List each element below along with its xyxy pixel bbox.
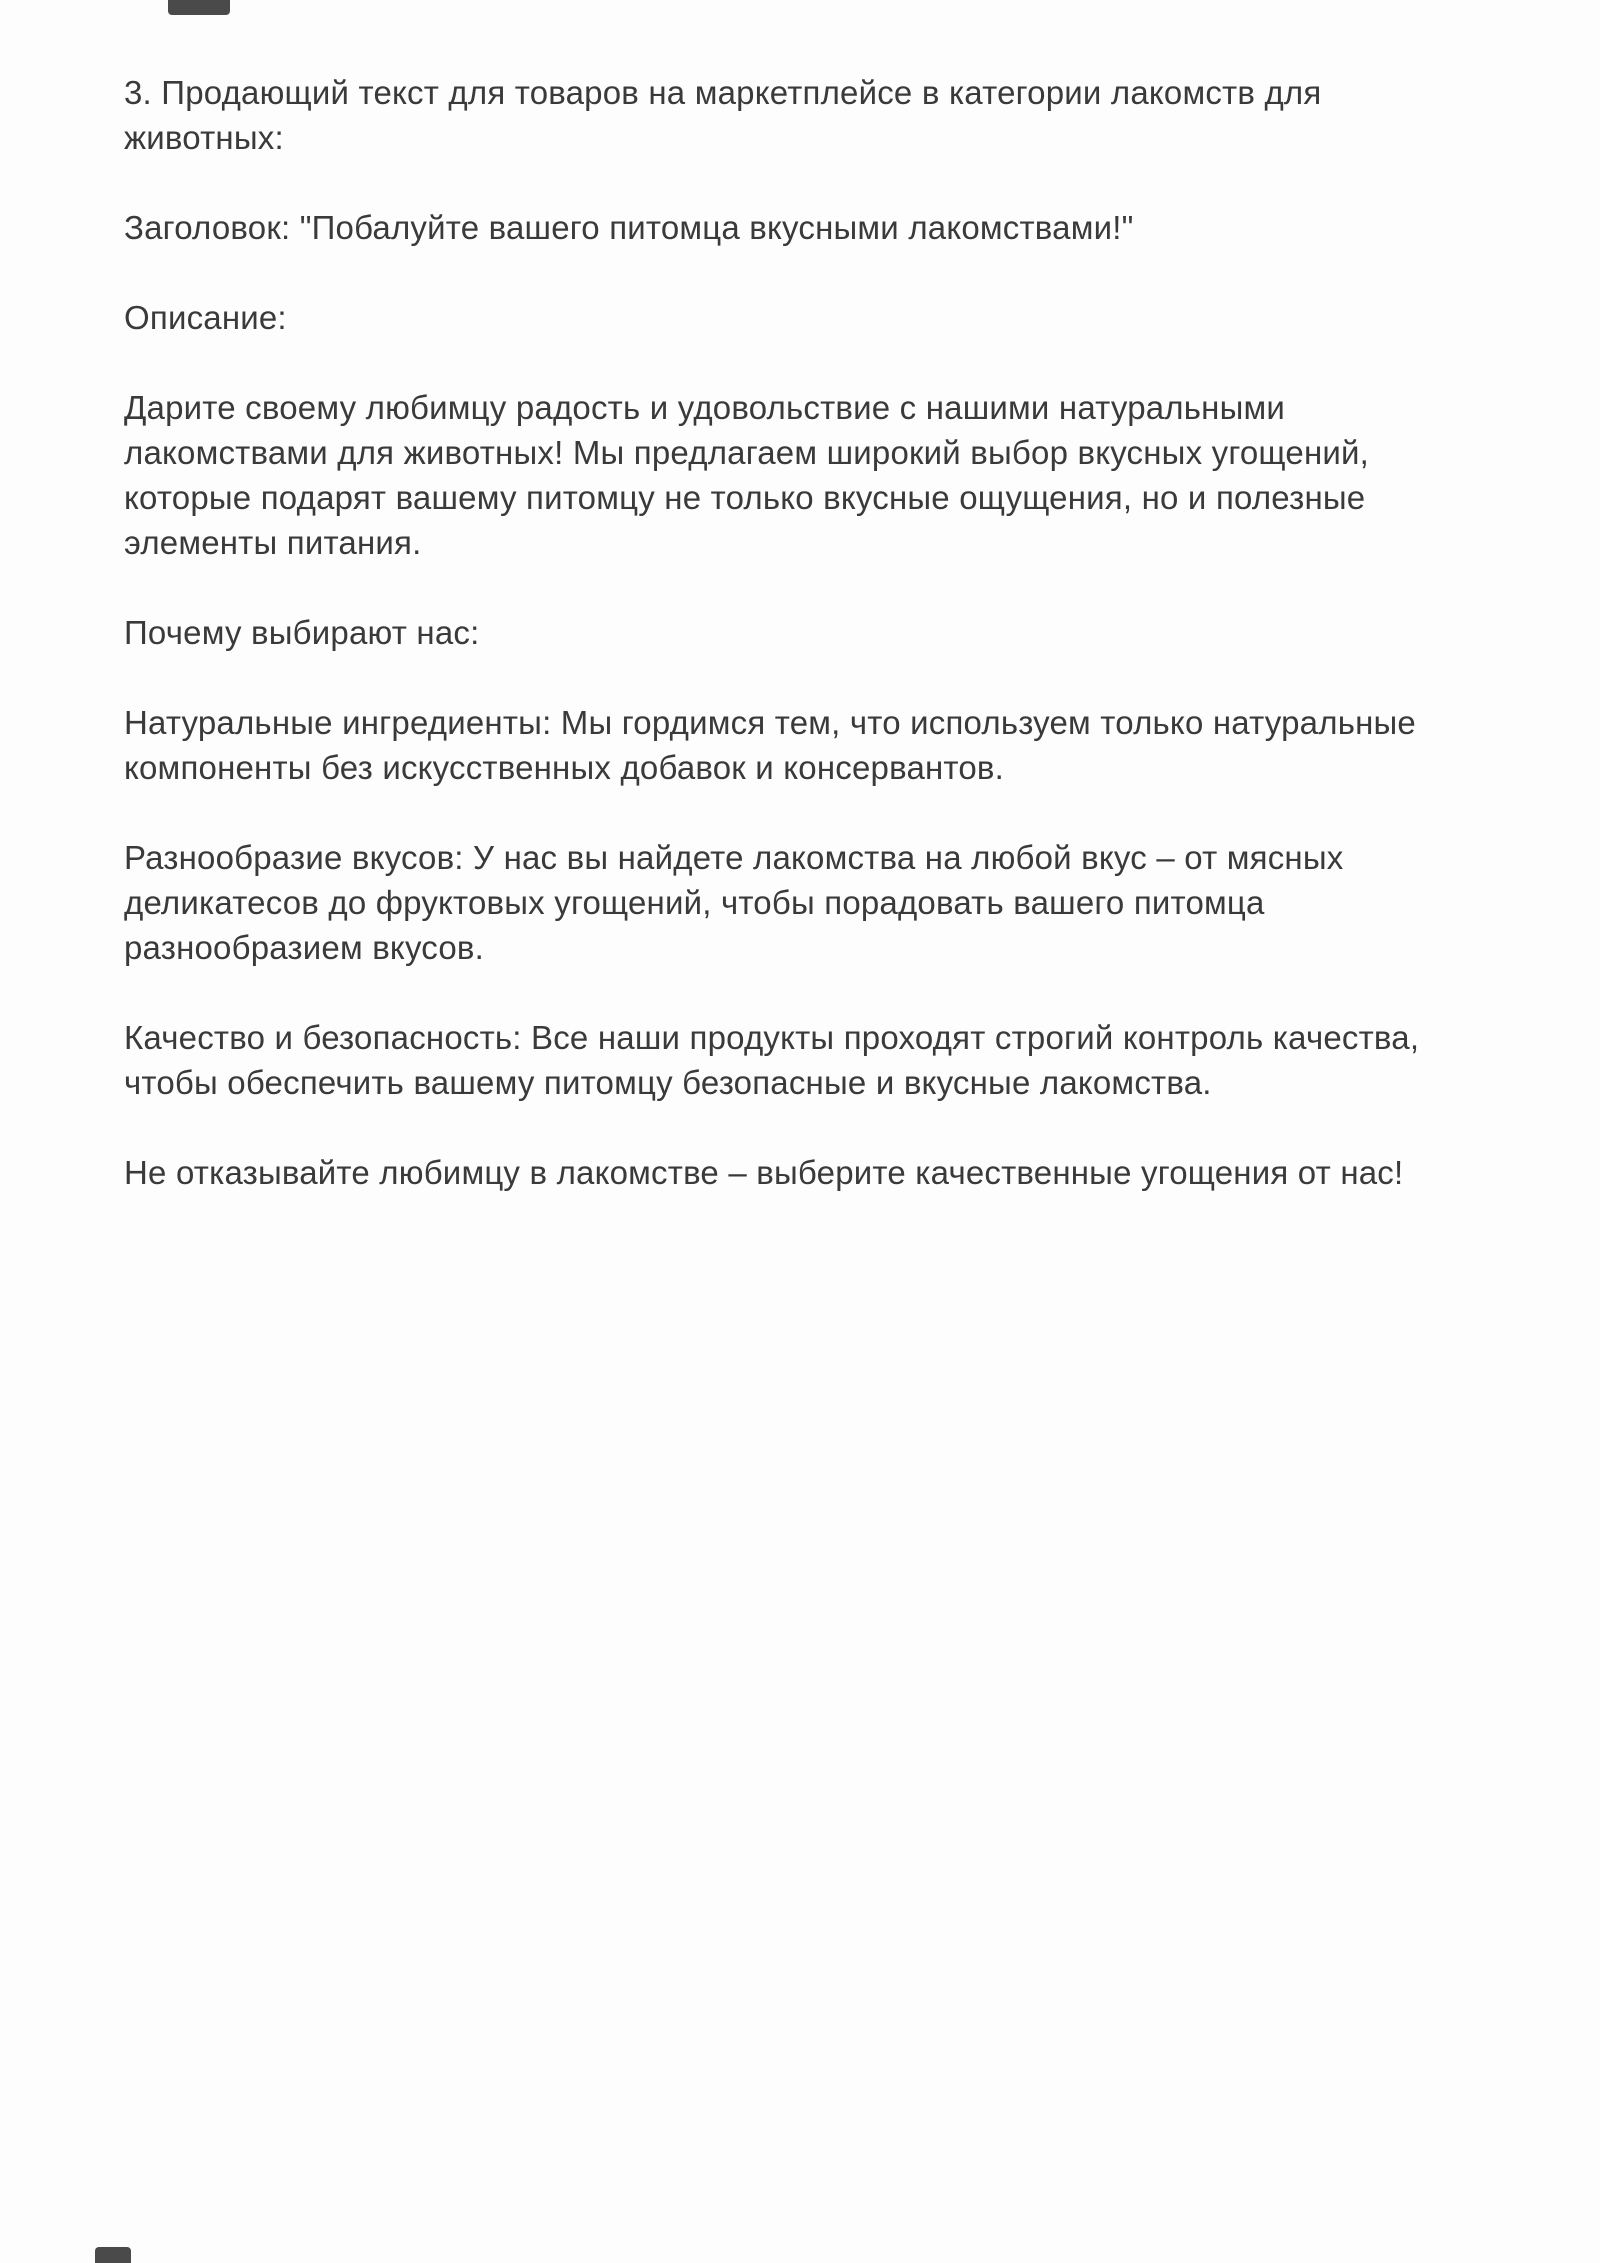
- paragraph: Качество и безопасность: Все наши продукты проходят строгий контроль качества, чтобы обеспечить вашему питомцу безопасные и вкусные лакомства.: [124, 1019, 1429, 1101]
- bottom-edge-ui-artifact: [95, 2247, 131, 2263]
- paragraph: Дарите своему любимцу радость и удовольствие с нашими натуральными лакомствами для животных! Мы предлагаем широкий выбор вкусных угощений, которые подарят вашему питомцу не только вкусные ощущения, но и полезные элементы питания.: [124, 389, 1379, 561]
- paragraph: Описание:: [124, 299, 287, 336]
- paragraph: Заголовок: "Побалуйте вашего питомца вкусными лакомствами!": [124, 209, 1134, 246]
- paragraph: Почему выбирают нас:: [124, 614, 480, 651]
- paragraph: 3. Продающий текст для товаров на маркетплейсе в категории лакомств для животных:: [124, 74, 1331, 156]
- paragraph: Натуральные ингредиенты: Мы гордимся тем, что используем только натуральные компоненты без искусственных добавок и консервантов.: [124, 704, 1426, 786]
- paragraph: Разнообразие вкусов: У нас вы найдете лакомства на любой вкус – от мясных деликатесов до фруктовых угощений, чтобы порадовать вашего питомца разнообразием вкусов.: [124, 839, 1353, 966]
- document-body: [124, 70, 1469, 1240]
- top-edge-ui-artifact: [168, 0, 230, 15]
- paragraph: Не отказывайте любимцу в лакомстве – выберите качественные угощения от нас!: [124, 1154, 1404, 1191]
